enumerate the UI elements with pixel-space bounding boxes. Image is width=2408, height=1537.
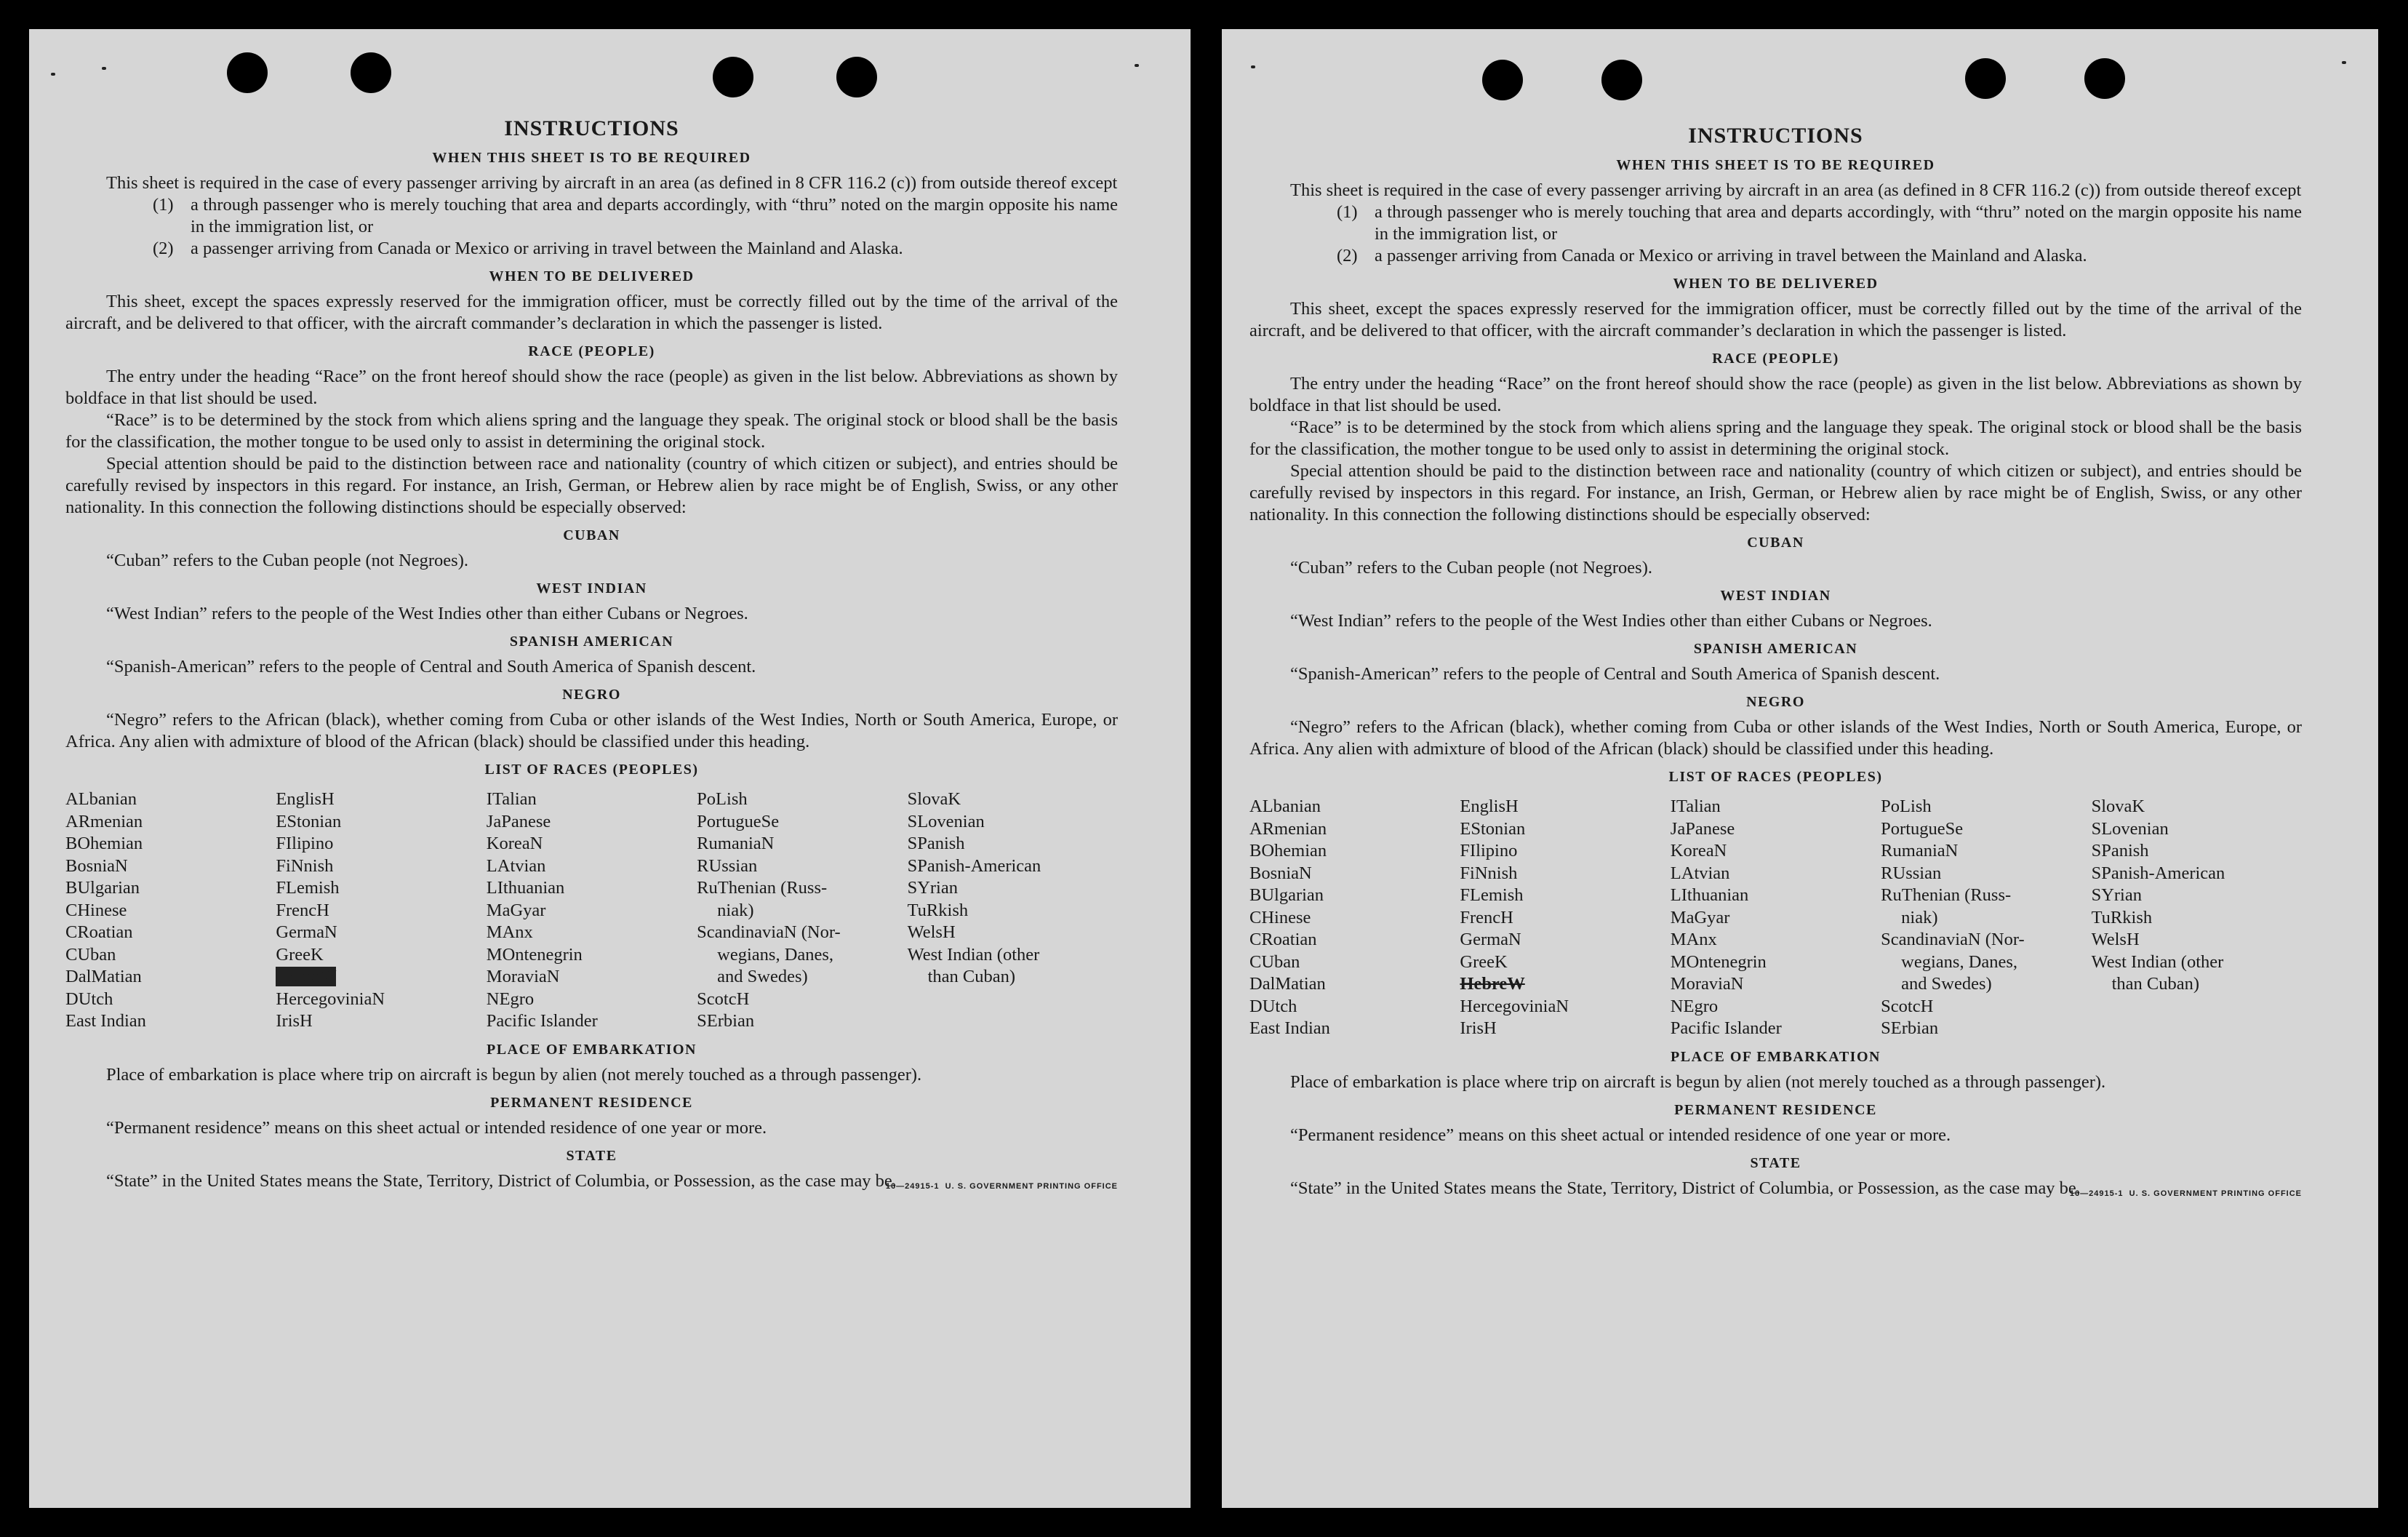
exception-number: (2): [1337, 246, 1358, 266]
section-text: “Spanish-American” refers to the people of Central and South America of Spanish descent.: [1290, 664, 1940, 684]
race-entry: ScandinaviaN (Nor-: [1881, 930, 2025, 949]
section-text: “West Indian” refers to the people of the West Indies other than either Cubans or Negroes.: [1290, 611, 1932, 631]
race-entry: MoraviaN: [1670, 974, 1744, 994]
race-entry: ARmenian: [1249, 818, 1327, 839]
race-entry: SLovenian: [2091, 818, 2169, 839]
race-entry: RuThenian (Russ-: [1881, 885, 2012, 905]
race-entry: DalMatian: [65, 967, 142, 986]
exception-text: a through passenger who is merely touching that area and departs accordingly, with “thru” noted on the margin opposite his name in the immigration list, or: [191, 195, 1118, 236]
punch-hole: [351, 52, 391, 93]
race-entry: IrisH: [276, 1011, 313, 1031]
race-entry: PortugueSe: [1881, 818, 1964, 839]
race-entry: and Swedes): [1901, 974, 1992, 994]
race-entry: TuRkish: [907, 900, 969, 920]
race-entry: FrencH: [1460, 907, 1513, 927]
race-entry: DalMatian: [1249, 974, 1326, 994]
race-entry: ScotcH: [697, 989, 750, 1009]
race-column: [1671, 796, 1881, 1040]
section-text: “Race” is to be determined by the stock from which aliens spring and the language they speak. The original stock or blood shall be the basis for the classification, the mother tongue to be used only to assist in determining the original stock.: [65, 410, 1118, 452]
race-entry: DUtch: [1249, 996, 1297, 1016]
race-column: [487, 789, 697, 1033]
race-entry: BOhemian: [1249, 841, 1327, 861]
race-column: [697, 789, 907, 1033]
race-entry: LIthuanian: [486, 878, 565, 898]
punch-hole: [227, 52, 268, 93]
race-column: [1249, 796, 1460, 1040]
section-heading: WHEN THIS SHEET IS TO BE REQUIRED: [1616, 157, 1935, 173]
section-heading: SPANISH AMERICAN: [1693, 641, 1858, 657]
race-entry: MoraviaN: [486, 967, 560, 986]
race-entry: FiNnish: [276, 855, 334, 876]
race-entry: niak): [717, 900, 754, 920]
race-entry: BosniaN: [1249, 863, 1312, 883]
race-entry: ITalian: [486, 789, 537, 809]
race-entry: SYrian: [907, 878, 958, 898]
race-entry: GreeK: [276, 944, 324, 965]
race-entry: PoLish: [1881, 797, 1932, 816]
race-entry: GermaN: [1460, 930, 1521, 949]
printing-office-imprint: 16—24915-1 U. S. GOVERNMENT PRINTING OFFICE: [2069, 1189, 2302, 1198]
section-heading: LIST OF RACES (PEOPLES): [484, 762, 699, 778]
race-entry: and Swedes): [717, 967, 808, 986]
race-entry: FLemish: [276, 878, 340, 898]
race-entry: PoLish: [697, 789, 748, 809]
section-text: This sheet, except the spaces expressly reserved for the immigration officer, must be correctly filled out by the time of the arrival of the aircraft, and be delivered to that officer, with the aircraft commander’s declaration in which the passenger is listed.: [1249, 299, 2302, 340]
section-heading: WHEN THIS SHEET IS TO BE REQUIRED: [432, 150, 751, 166]
race-entry: LIthuanian: [1670, 885, 1749, 905]
race-entry: SPanish: [907, 834, 965, 853]
race-entry: East Indian: [1249, 1018, 1330, 1038]
race-entry: FIlipino: [1460, 841, 1518, 861]
section-text: The entry under the heading “Race” on the front hereof should show the race (people) as given in the list below. Abbreviations as shown by boldface in that list should be used.: [1249, 374, 2302, 415]
section-heading: WEST INDIAN: [1720, 588, 1831, 604]
race-entry: SYrian: [2091, 885, 2142, 905]
race-entry: BUlgarian: [65, 878, 140, 898]
race-column: [1881, 796, 2091, 1040]
exception-number: (1): [1337, 202, 1358, 222]
punch-hole: [713, 57, 753, 97]
section-heading: RACE (PEOPLE): [1712, 351, 1839, 367]
instruction-page-right: [1222, 29, 2378, 1508]
exception-item: [1249, 201, 2302, 245]
race-list: [65, 789, 1118, 1033]
punch-hole: [1965, 58, 2006, 99]
race-entry: SlovaK: [907, 789, 961, 809]
instruction-page-left: [29, 29, 1191, 1508]
race-entry: SPanish-American: [2091, 863, 2225, 883]
race-entry: SLovenian: [907, 811, 985, 831]
race-entry: RUssian: [1881, 863, 1942, 883]
section-heading: WEST INDIAN: [536, 580, 647, 596]
section-text: This sheet is required in the case of every passenger arriving by aircraft in an area (as defined in 8 CFR 116.2 (c)) from outside thereof except: [106, 173, 1118, 193]
race-entry: TuRkish: [2091, 907, 2153, 927]
section-heading: STATE: [566, 1147, 617, 1164]
race-entry: NEgro: [1670, 996, 1719, 1016]
section-heading: WHEN TO BE DELIVERED: [489, 268, 695, 284]
race-entry: MOntenegrin: [1670, 951, 1767, 972]
race-entry: CUban: [65, 944, 116, 965]
race-entry: ALbanian: [65, 789, 137, 809]
race-entry: niak): [1901, 907, 1938, 927]
race-entry: wegians, Danes,: [717, 944, 834, 965]
section-text: This sheet, except the spaces expressly reserved for the immigration officer, must be correctly filled out by the time of the arrival of the aircraft, and be delivered to that officer, with the aircraft commander’s declaration in which the passenger is listed.: [65, 292, 1118, 333]
race-entry: RUssian: [697, 855, 758, 876]
race-entry: HercegoviniaN: [1460, 996, 1569, 1016]
race-entry: ITalian: [1670, 797, 1721, 816]
section-text: “Permanent residence” means on this sheet actual or intended residence of one year or more.: [1290, 1125, 1951, 1145]
race-entry: GermaN: [276, 922, 337, 942]
section-heading: WHEN TO BE DELIVERED: [1673, 276, 1879, 292]
race-entry: JaPanese: [1670, 818, 1735, 839]
race-entry: Pacific Islander: [486, 1011, 598, 1031]
printing-office-imprint: 16—24915-1 U. S. GOVERNMENT PRINTING OFFICE: [885, 1181, 1118, 1191]
section-heading: STATE: [1750, 1154, 1801, 1171]
race-entry: ALbanian: [1249, 797, 1321, 816]
race-entry: than Cuban): [2111, 974, 2199, 994]
race-entry: CUban: [1249, 951, 1300, 972]
race-entry: CRoatian: [1249, 930, 1317, 949]
race-entry: FLemish: [1460, 885, 1524, 905]
section-heading: NEGRO: [562, 687, 621, 703]
race-entry: MOntenegrin: [486, 944, 583, 965]
section-text: This sheet is required in the case of every passenger arriving by aircraft in an area (as defined in 8 CFR 116.2 (c)) from outside thereof except: [1290, 180, 2302, 200]
exception-text: a passenger arriving from Canada or Mexico or arriving in travel between the Mainland and Alaska.: [191, 239, 903, 258]
section-text: Place of embarkation is place where trip on aircraft is begun by alien (not merely touched as a through passenger).: [1290, 1071, 2106, 1092]
race-entry: MAnx: [486, 922, 533, 942]
section-heading: PLACE OF EMBARKATION: [487, 1041, 697, 1058]
race-entry: WelsH: [2091, 930, 2140, 949]
race-entry: HercegoviniaN: [276, 989, 385, 1009]
section-text: “Negro” refers to the African (black), whether coming from Cuba or other islands of the West Indies, North or South America, Europe, or Africa. Any alien with admixture of blood of the African (black) should be classified under this heading.: [1249, 717, 2302, 759]
page-title: INSTRUCTIONS: [1688, 124, 1863, 148]
instructions-content: [65, 116, 1118, 1192]
exception-number: (1): [153, 195, 174, 215]
section-text: “Permanent residence” means on this sheet actual or intended residence of one year or more.: [106, 1117, 767, 1138]
exception-text: a passenger arriving from Canada or Mexico or arriving in travel between the Mainland and Alaska.: [1375, 246, 2087, 266]
race-entry: LAtvian: [1670, 863, 1730, 883]
punch-hole: [2084, 58, 2125, 99]
section-heading: SPANISH AMERICAN: [509, 634, 674, 650]
race-entry: Pacific Islander: [1670, 1018, 1782, 1038]
state-row: [65, 1170, 1118, 1192]
race-entry: FrencH: [276, 900, 329, 920]
race-entry: BosniaN: [65, 855, 128, 876]
section-text: “Negro” refers to the African (black), whether coming from Cuba or other islands of the West Indies, North or South America, Europe, or Africa. Any alien with admixture of blood of the African (black) should be classified under this heading.: [65, 710, 1118, 751]
section-heading: NEGRO: [1746, 694, 1805, 710]
race-entry: RumaniaN: [1881, 841, 1959, 861]
section-text: Special attention should be paid to the distinction between race and nationality (country of which citizen or subject), and entries should be carefully revised by inspectors in this regard. For instance, an Irish, German, or Hebrew alien by race might be of English, Swiss, or any other nationality. In this connection the following distinctions should be especially observed:: [65, 454, 1118, 517]
race-column: [276, 789, 486, 1033]
race-entry: MaGyar: [486, 900, 546, 920]
race-entry: ScotcH: [1881, 996, 1934, 1016]
race-column: [1460, 796, 1670, 1040]
section-heading: RACE (PEOPLE): [528, 343, 655, 359]
race-entry: than Cuban): [927, 967, 1015, 986]
exception-item: [65, 194, 1118, 238]
race-entry: GreeK: [1460, 951, 1508, 972]
race-list: [1249, 796, 2302, 1040]
race-entry: NEgro: [486, 989, 535, 1009]
section-heading: PERMANENT RESIDENCE: [1674, 1101, 1877, 1118]
section-heading: LIST OF RACES (PEOPLES): [1668, 769, 1883, 785]
race-entry: PortugueSe: [697, 811, 780, 831]
race-entry: KoreaN: [1670, 841, 1727, 861]
race-entry: WelsH: [907, 922, 956, 942]
section-text: “Race” is to be determined by the stock from which aliens spring and the language they speak. The original stock or blood shall be the basis for the classification, the mother tongue to be used only to assist in determining the original stock.: [1249, 418, 2302, 459]
instructions-content: [1249, 124, 2302, 1199]
race-entry-struck: HebreW: [276, 967, 337, 986]
race-entry: FIlipino: [276, 834, 334, 853]
race-entry: ScandinaviaN (Nor-: [697, 922, 841, 942]
section-text: Special attention should be paid to the distinction between race and nationality (country of which citizen or subject), and entries should be carefully revised by inspectors in this regard. For instance, an Irish, German, or Hebrew alien by race might be of English, Swiss, or any other nationality. In this connection the following distinctions should be especially observed:: [1249, 461, 2302, 524]
race-entry: BUlgarian: [1249, 885, 1324, 905]
section-heading: PLACE OF EMBARKATION: [1671, 1048, 1881, 1065]
race-entry: BOhemian: [65, 834, 143, 853]
race-entry: SlovaK: [2091, 797, 2145, 816]
section-text: “West Indian” refers to the people of the West Indies other than either Cubans or Negroes.: [106, 604, 748, 623]
race-entry: EnglisH: [1460, 797, 1519, 816]
race-entry: EStonian: [1460, 818, 1526, 839]
exception-item: [1249, 245, 2302, 267]
race-entry: CHinese: [1249, 907, 1311, 927]
race-column: [2092, 796, 2302, 1040]
race-entry: RumaniaN: [697, 834, 775, 853]
section-text: “Spanish-American” refers to the people of Central and South America of Spanish descent.: [106, 657, 756, 676]
section-text: Place of embarkation is place where trip on aircraft is begun by alien (not merely touched as a through passenger).: [106, 1064, 922, 1085]
state-row: [1249, 1178, 2302, 1199]
race-entry: CRoatian: [65, 922, 133, 942]
race-entry: MaGyar: [1670, 907, 1730, 927]
punch-hole: [836, 57, 877, 97]
punch-hole: [1601, 60, 1642, 100]
race-column: [65, 789, 276, 1033]
race-entry: West Indian (other: [2091, 951, 2224, 972]
section-text: “State” in the United States means the State, Territory, District of Columbia, or Possession, as the case may be.: [106, 1170, 897, 1191]
race-entry: IrisH: [1460, 1018, 1497, 1038]
race-entry: SErbian: [697, 1011, 755, 1031]
punch-hole: [1482, 60, 1523, 100]
race-entry: FiNnish: [1460, 863, 1518, 883]
race-entry: LAtvian: [486, 855, 546, 876]
race-entry: MAnx: [1670, 930, 1717, 949]
race-entry: EnglisH: [276, 789, 335, 809]
section-text: “Cuban” refers to the Cuban people (not Negroes).: [1290, 558, 1652, 578]
race-entry: SErbian: [1881, 1018, 1939, 1038]
race-entry: CHinese: [65, 900, 127, 920]
race-entry: EStonian: [276, 811, 342, 831]
section-heading: CUBAN: [563, 527, 620, 543]
section-heading: PERMANENT RESIDENCE: [490, 1094, 693, 1111]
section-text: “Cuban” refers to the Cuban people (not Negroes).: [106, 551, 468, 570]
race-entry: KoreaN: [486, 834, 543, 853]
race-entry: JaPanese: [486, 811, 551, 831]
exception-text: a through passenger who is merely touching that area and departs accordingly, with “thru” noted on the margin opposite his name in the immigration list, or: [1375, 202, 2302, 244]
race-entry: West Indian (other: [907, 944, 1040, 965]
race-entry: East Indian: [65, 1011, 146, 1031]
race-entry: SPanish: [2091, 841, 2149, 861]
exception-item: [65, 238, 1118, 260]
page-title: INSTRUCTIONS: [504, 116, 679, 140]
section-heading: CUBAN: [1747, 535, 1804, 551]
race-entry: SPanish-American: [907, 855, 1041, 876]
race-entry: ARmenian: [65, 811, 143, 831]
race-entry-struck: HebreW: [1460, 974, 1525, 994]
race-entry: wegians, Danes,: [1901, 951, 2018, 972]
exception-number: (2): [153, 239, 174, 258]
race-entry: DUtch: [65, 989, 113, 1009]
section-text: The entry under the heading “Race” on the front hereof should show the race (people) as given in the list below. Abbreviations as shown by boldface in that list should be used.: [65, 367, 1118, 408]
race-entry: RuThenian (Russ-: [697, 878, 828, 898]
section-text: “State” in the United States means the State, Territory, District of Columbia, or Possession, as the case may be.: [1290, 1178, 2081, 1198]
race-column: [908, 789, 1118, 1033]
